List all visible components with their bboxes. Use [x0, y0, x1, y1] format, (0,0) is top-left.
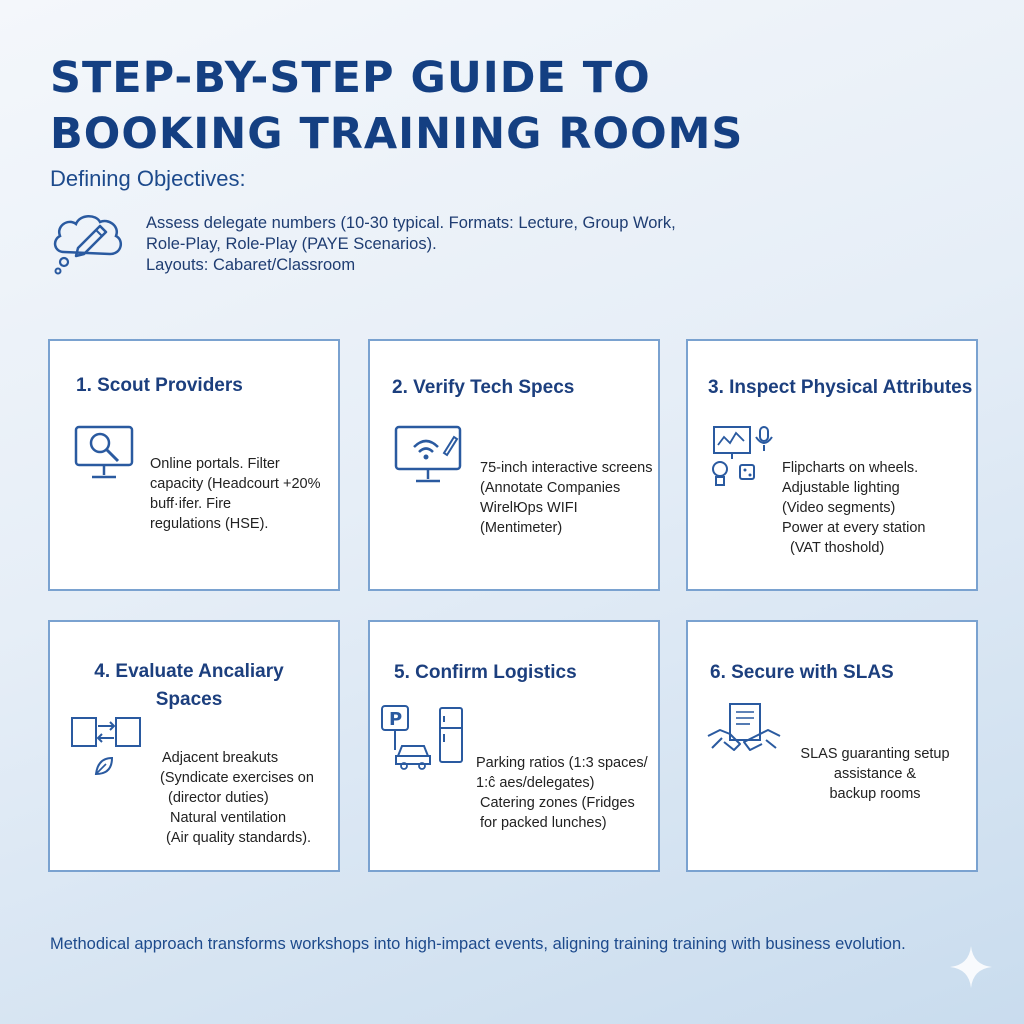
step-line: (director duties): [168, 790, 269, 806]
step-line: SLAS guaranting setup: [800, 746, 950, 762]
footer-summary: Methodical approach transforms workshops into high-impact events, aligning training training with business evolution.: [50, 935, 906, 953]
step-line: backup rooms: [829, 786, 921, 802]
step-card-inspect-physical-attributes: [686, 339, 978, 591]
step-line: buff·ifer. Fire: [150, 496, 232, 512]
step-line: Adjacent breakuts: [162, 750, 279, 766]
step-line: Power at every station: [782, 520, 926, 536]
step-body: [476, 753, 648, 833]
step-line: assistance &: [833, 766, 917, 782]
step-line: for packed lunches): [480, 815, 607, 831]
breakout-rooms-leaf-icon: [68, 714, 148, 786]
title-line-2: BOOKING TRAINING ROOMS: [50, 109, 744, 159]
objective-line: Layouts: Cabaret/Classroom: [146, 256, 356, 274]
step-title-line: Spaces: [155, 689, 223, 710]
step-card-evaluate-ancillary-spaces: [48, 620, 340, 872]
step-card-scout-providers: [48, 339, 340, 591]
step-card-verify-tech-specs: [368, 339, 660, 591]
flipchart-microphone-bulb-icon: [708, 423, 778, 493]
step-line: (Mentimeter): [480, 520, 563, 536]
step-line: WirelЮps WIFI: [480, 500, 578, 516]
objective-line: Role-Play, Role-Play (PAYE Scenarios).: [146, 235, 437, 253]
step-line: regulations (HSE).: [150, 516, 269, 532]
step-body: [790, 744, 960, 804]
step-title-line: 4. Evaluate Ancaliary: [94, 661, 284, 682]
step-title: 1. Scout Providers: [76, 375, 243, 396]
step-body: [480, 458, 652, 538]
step-line: capacity (Headcourt +20%: [150, 476, 321, 492]
step-card-secure-with-slas: [686, 620, 978, 872]
title-line-1: STEP-BY-STEP GUIDE TO: [50, 53, 651, 103]
step-line: Catering zones (Fridges: [480, 795, 635, 811]
step-title: [74, 658, 304, 714]
step-line: Parking ratios (1:3 spaces/: [476, 755, 648, 771]
parking-fridge-icon: [380, 702, 468, 770]
svg-text:P: P: [389, 709, 403, 730]
step-title: 5. Confirm Logistics: [394, 662, 577, 683]
step-line: (VAT thoshold): [790, 540, 885, 556]
step-line: (Annotate Companies: [480, 480, 621, 496]
step-title: 3. Inspect Physical Attributes: [708, 377, 973, 398]
step-line: (Video segments): [782, 500, 896, 516]
page-title: [50, 50, 950, 162]
step-line: (Air quality standards).: [166, 830, 312, 846]
step-line: Flipcharts on wheels.: [782, 460, 919, 476]
step-body: [160, 748, 314, 848]
objective-line: Assess delegate numbers (10-30 typical. Formats: Lecture, Group Work,: [146, 214, 676, 232]
step-line: 75-inch interactive screens: [480, 460, 653, 476]
step-line: 1:ĉ aes/delegates): [476, 775, 595, 791]
pencil-thought-icon: [50, 208, 130, 278]
step-line: Natural ventilation: [170, 810, 287, 826]
monitor-search-icon: [72, 423, 138, 485]
sparkle-icon: [948, 944, 994, 990]
step-title: 6. Secure with SLAS: [710, 662, 894, 683]
step-line: (Syndicate exercises on: [160, 770, 314, 786]
handshake-document-icon: [706, 702, 782, 766]
step-line: Online portals. Filter: [150, 456, 280, 472]
section-subtitle: Defining Objectives:: [50, 166, 246, 191]
objectives-text: [146, 213, 766, 276]
interactive-screen-wifi-icon: [392, 423, 464, 489]
step-title: 2. Verify Tech Specs: [392, 377, 575, 398]
step-card-confirm-logistics: [368, 620, 660, 872]
step-body: [782, 458, 925, 558]
step-line: Adjustable lighting: [782, 480, 900, 496]
step-body: [150, 454, 320, 534]
